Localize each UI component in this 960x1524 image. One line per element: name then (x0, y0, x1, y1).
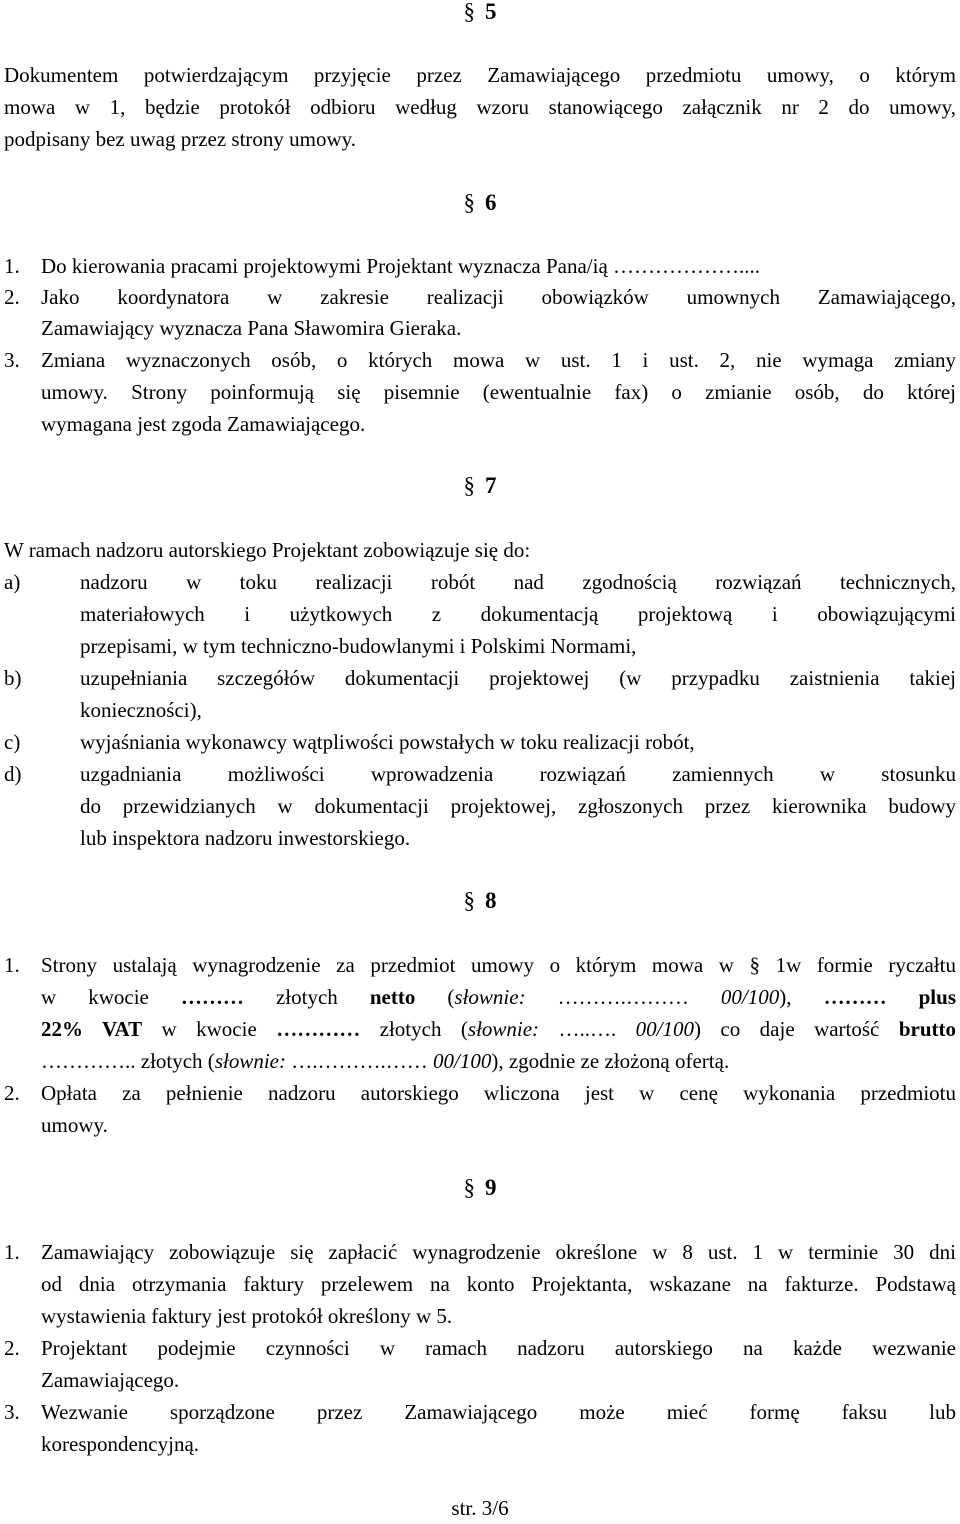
blank-field: ……… (823, 985, 887, 1009)
blank-field: …..…. (558, 1017, 617, 1041)
item-text: Zamawiający zobowiązuje się zapłacić wynagrodzenie określone w 8 ust. 1 w terminie 30 dni (41, 1240, 956, 1264)
fraction-text: 00/100 (427, 1049, 492, 1073)
blank-field: ………… (276, 1017, 361, 1041)
text-run: ), zgodnie ze złożoną ofertą. (491, 1049, 730, 1073)
section-heading-5 (0, 0, 960, 28)
fraction-text: 00/100 (688, 985, 780, 1009)
list-item (4, 1396, 956, 1428)
item-label: a) (4, 570, 21, 594)
list-item-continuation: umowy. Strony poinformują się pisemnie (ewentualnie fax) o zmianie osób, do której (41, 380, 956, 404)
text-run: w kwocie (41, 985, 181, 1009)
item-text: uzgadniania możliwości wprowadzenia rozwiązań zamiennych w stosunku (80, 762, 956, 786)
text-run: . złotych ( (130, 1049, 215, 1073)
text-run: Strony ustalają wynagrodzenie za przedmiot umowy o którym mowa w (41, 953, 750, 977)
text-run: złotych ( (360, 1017, 468, 1041)
section-symbol: § (463, 888, 475, 913)
item-text: Wezwanie sporządzone przez Zamawiającego może mieć formę faksu lub (41, 1400, 956, 1424)
paragraph-line: podpisany bez uwag przez strony umowy. (4, 127, 357, 151)
section-number: 9 (485, 1175, 497, 1200)
slownie-label: słownie: (214, 1049, 292, 1073)
paragraph-line: Dokumentem potwierdzającym przyjęcie przez Zamawiającego przedmiotu umowy, o którym (4, 63, 956, 87)
item-number: 3. (4, 348, 20, 372)
list-item (4, 758, 956, 790)
text-run: ( (415, 985, 455, 1009)
plus-label: plus (886, 985, 956, 1009)
item-text: Jako koordynatora w zakresie realizacji obowiązków umownych Zamawiającego, (41, 285, 956, 309)
item-number: 2. (4, 285, 20, 309)
slownie-label: słownie: (467, 1017, 559, 1041)
list-item (4, 566, 956, 598)
list-item-continuation: przepisami, w tym techniczno-budowlanymi i Polskimi Normami, (80, 634, 637, 658)
item-number: 3. (4, 1400, 20, 1424)
list-item (4, 726, 960, 758)
section-number: 8 (485, 888, 497, 913)
list-item (4, 662, 956, 694)
blank-field: ……… (180, 985, 244, 1009)
blank-field: ….……….…… (291, 1049, 428, 1073)
item-number: 2. (4, 1336, 20, 1360)
item-text: Opłata za pełnienie nadzoru autorskiego wliczona jest w cenę wykonania przedmiotu (41, 1081, 956, 1105)
list-item-continuation: konieczności), (80, 698, 202, 722)
section-symbol: § (463, 0, 475, 24)
item-text: wyjaśniania wykonawcy wątpliwości powstałych w toku realizacji robót, (80, 730, 695, 754)
list-item (4, 1332, 956, 1364)
section-number: 7 (485, 473, 497, 498)
list-item-continuation (41, 981, 956, 1013)
item-label: b) (4, 666, 22, 690)
fraction-text: 00/100 (616, 1017, 694, 1041)
section-number: 5 (485, 0, 497, 24)
list-item-continuation: od dnia otrzymania faktury przelewem na konto Projektanta, wskazane na fakturze. Podstawą (41, 1272, 956, 1296)
brutto-label: brutto (898, 1017, 956, 1041)
list-item (4, 250, 960, 282)
list-item-continuation: Zamawiający wyznacza Pana Sławomira Gieraka. (41, 316, 462, 340)
item-text: Do kierowania pracami projektowymi Projektant wyznacza Pana/ią ……………….... (41, 254, 761, 278)
item-label: c) (4, 730, 21, 754)
page-number: str. 3/6 (451, 1496, 509, 1520)
list-item-continuation: lub inspektora nadzoru inwestorskiego. (80, 826, 411, 850)
item-text: nadzoru w toku realizacji robót nad zgodnością rozwiązań technicznych, (80, 570, 956, 594)
section-heading-8 (0, 885, 960, 917)
list-item-continuation: wystawienia faktury jest protokół określony w 5. (41, 1304, 453, 1328)
list-item (4, 344, 956, 376)
list-item-continuation (41, 1013, 956, 1045)
list-item-continuation: wymagana jest zgoda Zamawiającego. (41, 412, 366, 436)
text-run: w kwocie (142, 1017, 277, 1041)
list-item-continuation: materiałowych i użytkowych z dokumentacją projektową i obowiązującymi (80, 602, 956, 626)
item-text: Zmiana wyznaczonych osób, o których mowa w ust. 1 i ust. 2, nie wymaga zmiany (41, 348, 956, 372)
section-number: 6 (485, 190, 497, 215)
list-item (4, 1077, 956, 1109)
item-number: 2. (4, 1081, 20, 1105)
paragraph-line: W ramach nadzoru autorskiego Projektant zobowiązuje się do: (4, 538, 531, 562)
list-item (4, 281, 956, 313)
netto-label: netto (369, 985, 416, 1009)
paragraph-line: mowa w 1, będzie protokół odbioru według wzoru stanowiącego załącznik nr 2 do umowy, (4, 95, 956, 119)
slownie-label: słownie: (454, 985, 558, 1009)
text-run: ) co daje wartość (694, 1017, 899, 1041)
list-item (4, 1236, 956, 1268)
vat-label: 22% VAT (41, 1017, 143, 1041)
item-number: 1. (4, 953, 20, 977)
list-item-continuation (41, 1045, 960, 1077)
section-heading-7 (0, 470, 960, 502)
section-symbol: § (749, 953, 761, 977)
section-symbol: § (463, 1175, 475, 1200)
text-run: ), (779, 985, 824, 1009)
list-item-continuation: korespondencyjną. (41, 1432, 200, 1456)
blank-field: ……….……… (557, 985, 689, 1009)
item-text (41, 949, 956, 981)
item-text: Projektant podejmie czynności w ramach nadzoru autorskiego na każde wezwanie (41, 1336, 956, 1360)
item-number: 1. (4, 254, 20, 278)
section-symbol: § (463, 473, 475, 498)
list-item-continuation: umowy. (41, 1113, 108, 1137)
blank-field: …………. (41, 1049, 131, 1073)
section-heading-6 (0, 187, 960, 219)
list-item-continuation: Zamawiającego. (41, 1368, 180, 1392)
item-text: uzupełniania szczegółów dokumentacji projektowej (w przypadku zaistnienia takiej (80, 666, 956, 690)
list-item (4, 949, 956, 981)
text-run: 1w formie ryczałtu (760, 953, 956, 977)
list-item-continuation: do przewidzianych w dokumentacji projektowej, zgłoszonych przez kierownika budowy (80, 794, 956, 818)
item-label: d) (4, 762, 22, 786)
section-heading-9 (0, 1172, 960, 1204)
item-number: 1. (4, 1240, 20, 1264)
text-run: złotych (243, 985, 370, 1009)
section-symbol: § (463, 190, 475, 215)
